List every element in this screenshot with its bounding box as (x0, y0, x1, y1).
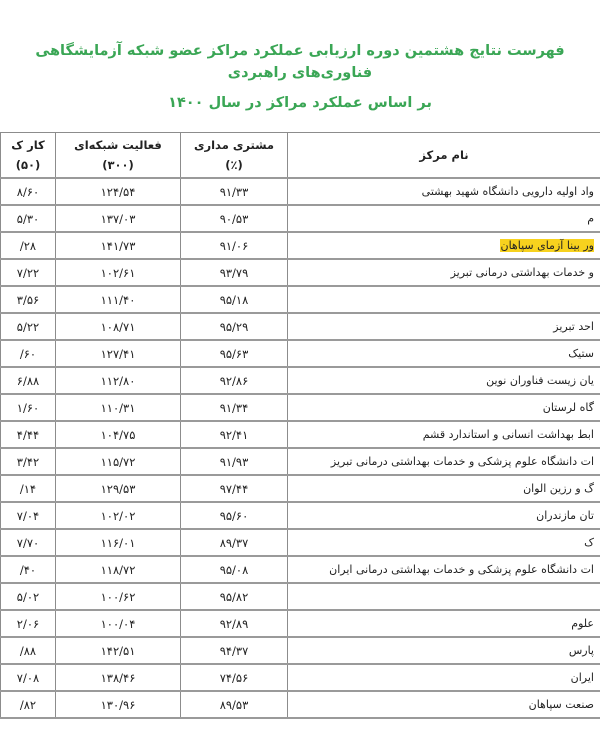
table-row (1, 205, 600, 232)
work-score: /۸۲ (1, 691, 56, 718)
customer-score: ۹۲/۸۶ (181, 367, 288, 394)
center-name: صنعت سپاهان (288, 691, 600, 718)
table-row (1, 556, 600, 583)
center-name (288, 583, 600, 610)
network-score: ۱۳۷/۰۳ (56, 205, 181, 232)
work-score: /۶۰ (1, 340, 56, 367)
center-name: یان زیست فناوران نوین (288, 367, 600, 394)
work-score: ۲/۰۶ (1, 610, 56, 637)
work-score: ۷/۷۰ (1, 529, 56, 556)
work-score: ۵/۰۲ (1, 583, 56, 610)
center-name: ور بینا آزمای سپاهان (288, 232, 600, 259)
work-score: ۱/۶۰ (1, 394, 56, 421)
center-name: م (288, 205, 600, 232)
table-row (1, 529, 600, 556)
customer-score: ۹۱/۳۳ (181, 178, 288, 205)
table-row (1, 502, 600, 529)
customer-score: ۹۵/۲۹ (181, 313, 288, 340)
network-score: ۱۳۸/۴۶ (56, 664, 181, 691)
title-line-2: بر اساس عملکرد مراکز در سال ۱۴۰۰ (168, 95, 432, 111)
network-score: ۱۰۰/۰۴ (56, 610, 181, 637)
table-row (1, 178, 600, 205)
center-name: واد اولیه دارویی دانشگاه شهید بهشتی (288, 178, 600, 205)
work-score: /۱۴ (1, 475, 56, 502)
customer-score: ۹۱/۳۴ (181, 394, 288, 421)
center-name: ات دانشگاه علوم پزشکی و خدمات بهداشتی درمانی تبریز (288, 448, 600, 475)
network-score: ۱۲۴/۵۴ (56, 178, 181, 205)
customer-score: ۹۵/۱۸ (181, 286, 288, 313)
work-score: ۳/۵۶ (1, 286, 56, 313)
center-name: ستیک (288, 340, 600, 367)
network-score: ۱۳۰/۹۶ (56, 691, 181, 718)
customer-score: ۹۳/۷۹ (181, 259, 288, 286)
network-score: ۱۴۱/۷۳ (56, 232, 181, 259)
results-table (0, 132, 600, 719)
customer-score: ۹۵/۶۰ (181, 502, 288, 529)
center-name: ابط بهداشت انسانی و استاندارد قشم (288, 421, 600, 448)
network-score: ۱۰۴/۷۵ (56, 421, 181, 448)
table-row (1, 367, 600, 394)
network-score: ۱۱۱/۴۰ (56, 286, 181, 313)
table-row (1, 421, 600, 448)
center-name: ات دانشگاه علوم پزشکی و خدمات بهداشتی درمانی ایران (288, 556, 600, 583)
table-row (1, 394, 600, 421)
center-name: احد تبریز (288, 313, 600, 340)
work-score: ۵/۲۲ (1, 313, 56, 340)
customer-score: ۹۲/۴۱ (181, 421, 288, 448)
customer-score: ۷۴/۵۶ (181, 664, 288, 691)
network-score: ۱۱۵/۷۲ (56, 448, 181, 475)
customer-score: ۸۹/۳۷ (181, 529, 288, 556)
network-score: ۱۱۸/۷۲ (56, 556, 181, 583)
title-line-1: فهرست نتایج هشتمین دوره ارزیابی عملکرد مراکز عضو شبکه آزمایشگاهی فناوری‌های راهبردی (35, 43, 565, 81)
customer-score: ۹۱/۹۳ (181, 448, 288, 475)
table-row (1, 637, 600, 664)
table-row (1, 448, 600, 475)
center-name: گاه لرستان (288, 394, 600, 421)
customer-score: ۹۴/۳۷ (181, 637, 288, 664)
work-score: ۵/۳۰ (1, 205, 56, 232)
customer-score: ۹۵/۶۳ (181, 340, 288, 367)
header-work: کار ک (۵۰) (1, 133, 56, 179)
table-row (1, 583, 600, 610)
table-row (1, 691, 600, 718)
customer-score: ۸۹/۵۳ (181, 691, 288, 718)
work-score: ۸/۶۰ (1, 178, 56, 205)
network-score: ۱۰۲/۶۱ (56, 259, 181, 286)
network-score: ۱۰۸/۷۱ (56, 313, 181, 340)
customer-score: ۹۷/۴۴ (181, 475, 288, 502)
customer-score: ۹۱/۰۶ (181, 232, 288, 259)
table-row (1, 232, 600, 259)
table-body (1, 178, 600, 718)
table-row (1, 664, 600, 691)
center-name: علوم (288, 610, 600, 637)
network-score: ۱۱۲/۸۰ (56, 367, 181, 394)
center-name: ایران (288, 664, 600, 691)
center-name: تان مازندران (288, 502, 600, 529)
center-name (288, 286, 600, 313)
table-row (1, 475, 600, 502)
network-score: ۱۲۷/۴۱ (56, 340, 181, 367)
customer-score: ۹۵/۰۸ (181, 556, 288, 583)
table-header-row (1, 133, 600, 179)
network-score: ۱۱۶/۰۱ (56, 529, 181, 556)
work-score: ۳/۴۲ (1, 448, 56, 475)
customer-score: ۹۵/۸۲ (181, 583, 288, 610)
center-name: و خدمات بهداشتی درمانی تبریز (288, 259, 600, 286)
work-score: ۷/۰۸ (1, 664, 56, 691)
header-customer: مشتری مداری (٪) (181, 133, 288, 179)
work-score: /۸۸ (1, 637, 56, 664)
network-score: ۱۲۹/۵۳ (56, 475, 181, 502)
network-score: ۱۰۲/۰۲ (56, 502, 181, 529)
header-name: نام مرکز (288, 133, 600, 179)
work-score: /۴۰ (1, 556, 56, 583)
work-score: ۷/۲۲ (1, 259, 56, 286)
table-row (1, 259, 600, 286)
center-name: گ و رزین الوان (288, 475, 600, 502)
table-row (1, 313, 600, 340)
work-score: /۲۸ (1, 232, 56, 259)
center-name: ک (288, 529, 600, 556)
center-name: پارس (288, 637, 600, 664)
work-score: ۶/۸۸ (1, 367, 56, 394)
table-row (1, 340, 600, 367)
work-score: ۷/۰۴ (1, 502, 56, 529)
table-row (1, 286, 600, 313)
work-score: ۴/۴۴ (1, 421, 56, 448)
customer-score: ۹۲/۸۹ (181, 610, 288, 637)
network-score: ۱۱۰/۳۱ (56, 394, 181, 421)
header-network: فعالیت شبکه‌ای (۳۰۰) (56, 133, 181, 179)
customer-score: ۹۰/۵۳ (181, 205, 288, 232)
table-row (1, 610, 600, 637)
network-score: ۱۰۰/۶۲ (56, 583, 181, 610)
network-score: ۱۴۲/۵۱ (56, 637, 181, 664)
